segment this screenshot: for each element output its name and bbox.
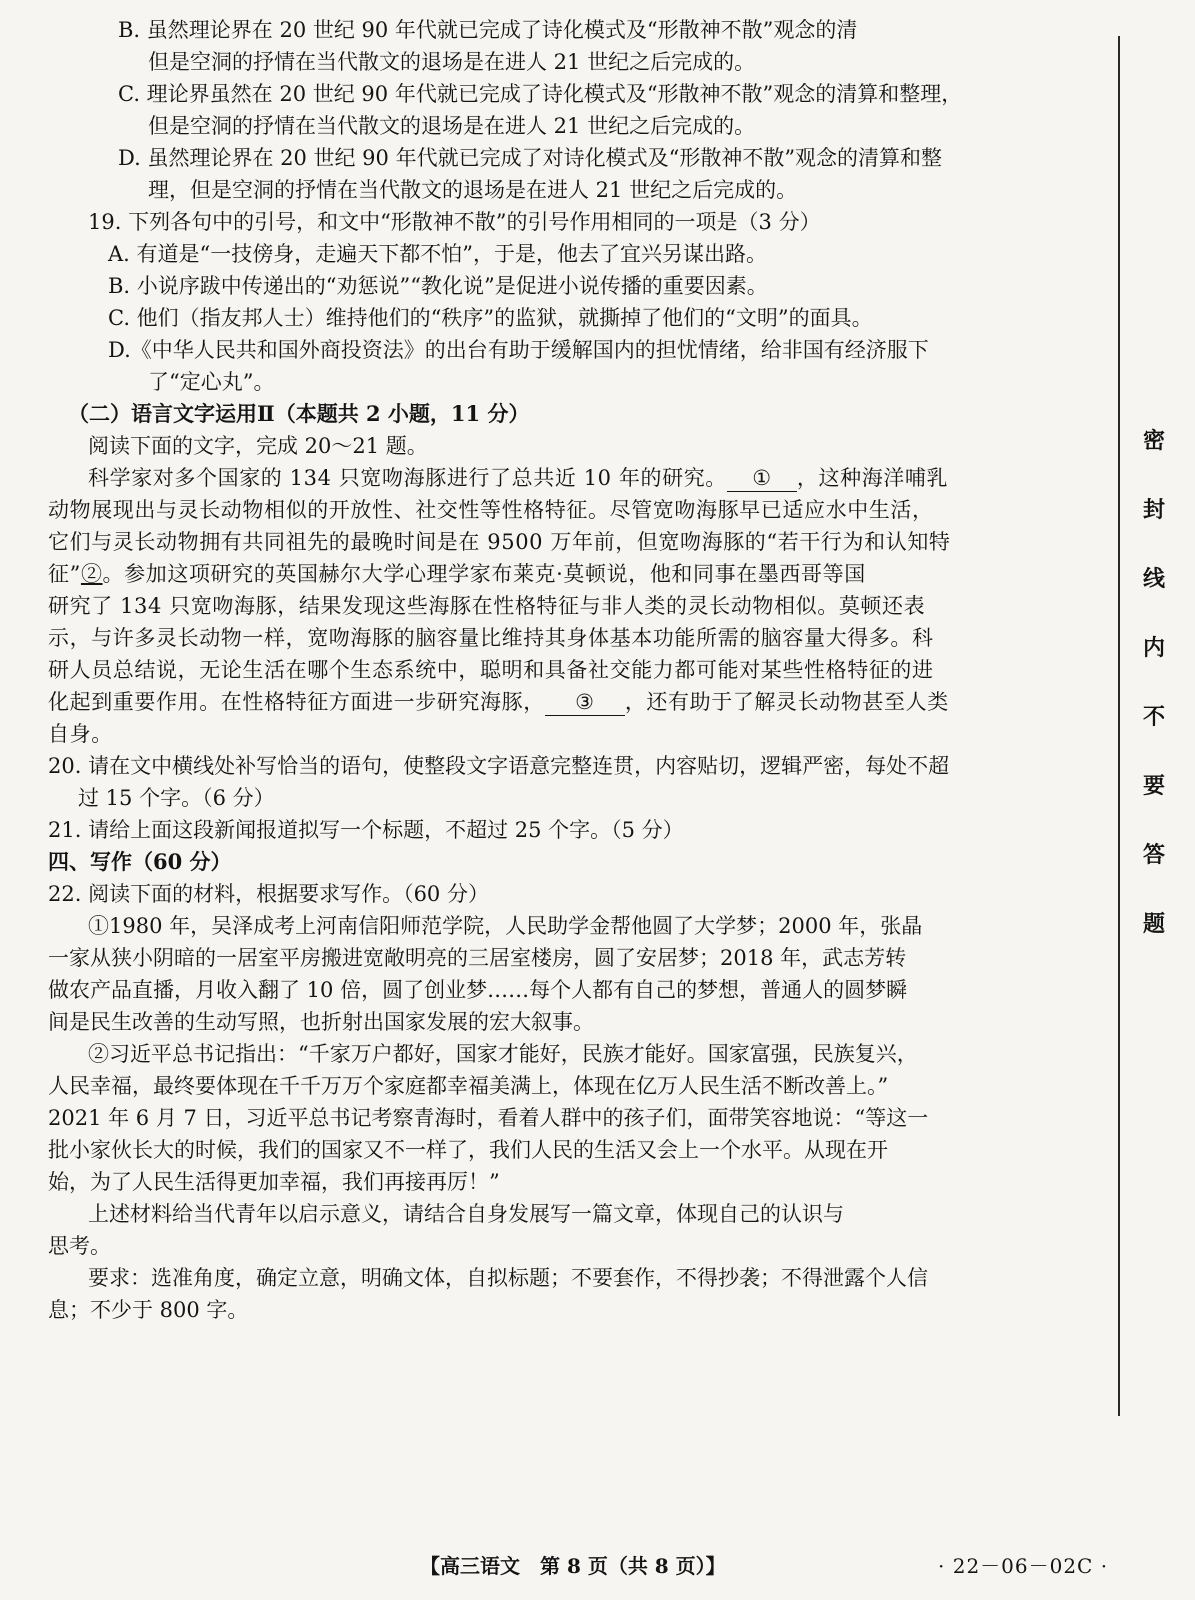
material-1-line4: 间是民生改善的生动写照，也折射出国家发展的宏大叙事。 bbox=[48, 1010, 594, 1034]
seal-char: 封 bbox=[1142, 497, 1165, 523]
seal-char: 线 bbox=[1142, 566, 1165, 592]
passage-text: 征” bbox=[48, 562, 81, 586]
requirement-line2: 息；不少于 800 字。 bbox=[48, 1298, 249, 1322]
q20-line2: 过 15 个字。（6 分） bbox=[78, 786, 275, 810]
passage-text: 。参加这项研究的英国赫尔大学心理学家布莱克·莫顿说，他和同事在墨西哥等国 bbox=[102, 562, 866, 586]
material-2-line5: 始，为了人民生活得更加幸福，我们再接再厉！” bbox=[48, 1170, 500, 1194]
passage-line-2: 动物展现出与灵长动物相似的开放性、社交性等性格特征。尽管宽吻海豚早已适应水中生活， bbox=[48, 498, 934, 522]
q18-option-b-line1: B. 虽然理论界在 20 世纪 90 年代就已完成了诗化模式及“形散神不散”观念的清 bbox=[118, 18, 858, 42]
material-2-line3: 2021 年 6 月 7 日，习近平总书记考察青海时，看着人群中的孩子们，面带笑容地说：“等这一 bbox=[48, 1106, 929, 1130]
passage-line-5: 研究了 134 只宽吻海豚，结果发现这些海豚在性格特征与非人类的灵长动物相似。莫顿还表 bbox=[48, 594, 926, 618]
footer-page-info: 【高三语文 第 8 页（共 8 页）】 bbox=[420, 1554, 726, 1578]
q21-line1: 21. 请给上面这段新闻报道拟写一个标题，不超过 25 个字。（5 分） bbox=[48, 818, 684, 842]
prompt-line2: 思考。 bbox=[48, 1234, 111, 1258]
q20-line1: 20. 请在文中横线处补写恰当的语句，使整段文字语意完整连贯，内容贴切，逻辑严密，每处不超 bbox=[48, 754, 950, 778]
passage-line-9: 自身。 bbox=[48, 722, 113, 746]
q18-option-d-line2: 理，但是空洞的抒情在当代散文的退场是在进人 21 世纪之后完成的。 bbox=[148, 178, 798, 202]
footer-exam-code: · 22－06－02C · bbox=[938, 1554, 1109, 1578]
section2-instruction: 阅读下面的文字，完成 20～21 题。 bbox=[88, 434, 428, 458]
passage-text: 科学家对多个国家的 134 只宽吻海豚进行了总共近 10 年的研究。 bbox=[88, 466, 727, 490]
q18-option-b-line2: 但是空洞的抒情在当代散文的退场是在进人 21 世纪之后完成的。 bbox=[148, 50, 756, 74]
q18-option-c-line2: 但是空洞的抒情在当代散文的退场是在进人 21 世纪之后完成的。 bbox=[148, 114, 756, 138]
passage-text: 化起到重要作用。在性格特征方面进一步研究海豚， bbox=[48, 690, 545, 714]
seal-char: 密 bbox=[1142, 428, 1165, 454]
answer-blank-2[interactable]: ② bbox=[80, 562, 103, 586]
passage-line-6: 示，与许多灵长动物一样，宽吻海豚的脑容量比维持其身体基本功能所需的脑容量大得多。科 bbox=[48, 626, 934, 650]
seal-char: 不 bbox=[1142, 704, 1165, 730]
material-1-line1: ①1980 年，吴泽成考上河南信阳师范学院，人民助学金帮他圆了大学梦；2000 年，张晶 bbox=[88, 914, 923, 938]
page-footer bbox=[0, 1550, 1195, 1582]
q19-option-c: C. 他们（指友邦人士）维持他们的“秩序”的监狱，就撕掉了他们的“文明”的面具。 bbox=[108, 306, 873, 330]
seal-margin bbox=[1118, 36, 1121, 1416]
passage-line-8 bbox=[48, 686, 1088, 718]
part4-heading: 四、写作（60 分） bbox=[48, 849, 232, 874]
q19-option-d-line2: 了“定心丸”。 bbox=[148, 370, 275, 394]
q19-stem: 19. 下列各句中的引号，和文中“形散神不散”的引号作用相同的一项是（3 分） bbox=[88, 210, 821, 234]
q19-option-b: B. 小说序跋中传递出的“劝惩说”“教化说”是促进小说传播的重要因素。 bbox=[108, 274, 768, 298]
material-2-line4: 批小家伙长大的时候，我们的国家又不一样了，我们人民的生活又会上一个水平。从现在开 bbox=[48, 1138, 888, 1162]
material-2-line2: 人民幸福，最终要体现在千千万万个家庭都幸福美满上，体现在亿万人民生活不断改善上。” bbox=[48, 1074, 889, 1098]
material-1-line2: 一家从狭小阴暗的一居室平房搬进宽敞明亮的三居室楼房，圆了安居梦；2018 年，武志芳转 bbox=[48, 946, 907, 970]
section2-heading: （二）语言文字运用Ⅱ（本题共 2 小题，11 分） bbox=[68, 401, 530, 426]
answer-blank-3[interactable]: ③ bbox=[545, 689, 625, 716]
material-2-line1: ②习近平总书记指出：“千家万户都好，国家才能好，民族才能好。国家富强，民族复兴， bbox=[88, 1042, 918, 1066]
seal-line bbox=[1118, 36, 1120, 1416]
seal-char: 内 bbox=[1142, 635, 1165, 661]
q18-option-d-line1: D. 虽然理论界在 20 世纪 90 年代就已完成了对诗化模式及“形散神不散”观念的清算和整 bbox=[118, 146, 943, 170]
answer-blank-1[interactable]: ① bbox=[727, 465, 797, 492]
prompt-line1: 上述材料给当代青年以启示意义，请结合自身发展写一篇文章，体现自己的认识与 bbox=[88, 1202, 844, 1226]
passage bbox=[48, 462, 1088, 750]
q19-option-a: A. 有道是“一技傍身，走遍天下都不怕”，于是，他去了宜兴另谋出路。 bbox=[108, 242, 767, 266]
seal-text bbox=[1138, 430, 1170, 982]
seal-char: 答 bbox=[1142, 842, 1165, 868]
seal-char: 要 bbox=[1142, 773, 1165, 799]
passage-line-7: 研人员总结说，无论生活在哪个生态系统中，聪明和具备社交能力都可能对某些性格特征的进 bbox=[48, 658, 934, 682]
passage-text: ，这种海洋哺乳 bbox=[796, 466, 949, 490]
exam-content bbox=[48, 14, 1088, 1326]
requirement-line1: 要求：选准角度，确定立意，明确文体，自拟标题；不要套作，不得抄袭；不得泄露个人信 bbox=[88, 1266, 928, 1290]
material-1-line3: 做农产品直播，月收入翻了 10 倍，圆了创业梦……每个人都有自己的梦想，普通人的圆梦瞬 bbox=[48, 978, 908, 1002]
q22-stem: 22. 阅读下面的材料，根据要求写作。（60 分） bbox=[48, 882, 489, 906]
q19-option-d-line1: D.《中华人民共和国外商投资法》的出台有助于缓解国内的担忧情绪，给非国有经济服下 bbox=[108, 338, 929, 362]
passage-line-3: 它们与灵长动物拥有共同祖先的最晚时间是在 9500 万年前，但宽吻海豚的“若干行为和认知特 bbox=[48, 530, 951, 554]
seal-char: 题 bbox=[1142, 911, 1165, 937]
passage-line-1 bbox=[48, 462, 1088, 494]
q18-option-c-line1: C. 理论界虽然在 20 世纪 90 年代就已完成了诗化模式及“形散神不散”观念的清算和整理， bbox=[118, 82, 963, 106]
passage-line-4 bbox=[48, 558, 1088, 590]
passage-text: ，还有助于了解灵长动物甚至人类 bbox=[624, 690, 949, 714]
